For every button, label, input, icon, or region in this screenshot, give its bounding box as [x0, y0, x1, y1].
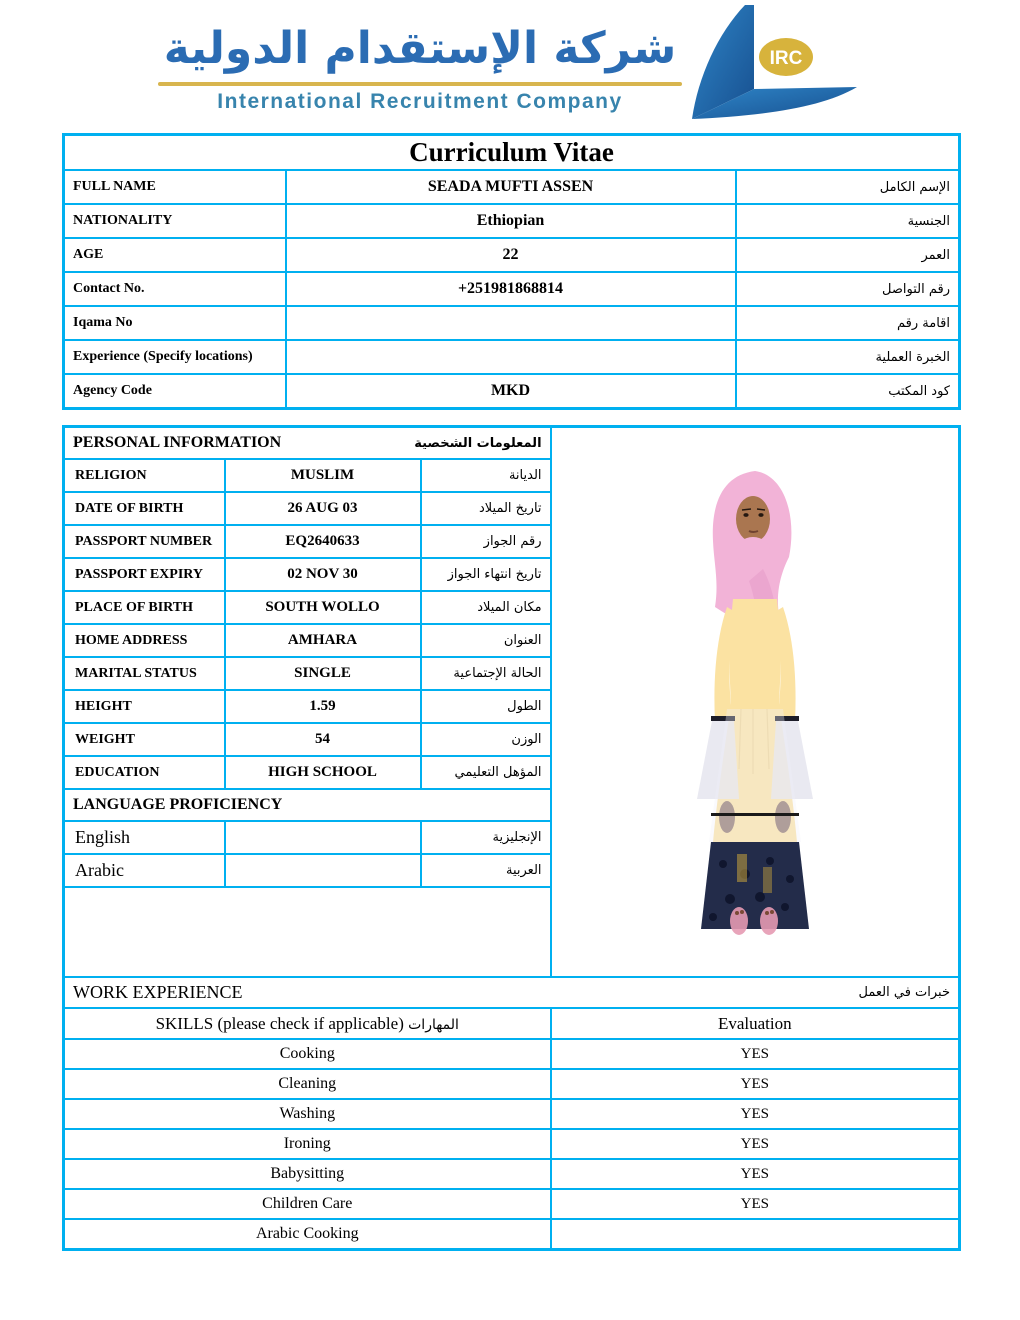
table-row: [64, 977, 960, 1008]
logo-gold-divider: [158, 82, 682, 86]
table-row: [64, 427, 960, 460]
experience-arabic: الخبرة العملية: [736, 340, 960, 374]
personal-information-header: [64, 427, 551, 460]
place-of-birth-arabic: مكان الميلاد: [421, 591, 551, 624]
marital-status-label: MARITAL STATUS: [64, 657, 225, 690]
home-address-value: AMHARA: [225, 624, 421, 657]
evaluation-column-header: Evaluation: [551, 1008, 960, 1039]
education-arabic: المؤهل التعليمي: [421, 756, 551, 789]
table-row: [64, 1099, 960, 1129]
work-experience-title: WORK EXPERIENCE: [73, 982, 243, 1002]
iqama-no-label: Iqama No: [64, 306, 286, 340]
religion-value: MUSLIM: [225, 459, 421, 492]
height-value: 1.59: [225, 690, 421, 723]
language-proficiency-header: LANGUAGE PROFICIENCY: [64, 789, 551, 821]
empty-spacer-cell: [64, 887, 551, 977]
language-english-label: English: [64, 821, 225, 854]
table-row: [64, 272, 960, 306]
skill-babysitting: Babysitting: [64, 1159, 551, 1189]
contact-no-arabic: رقم التواصل: [736, 272, 960, 306]
contact-no-label: Contact No.: [64, 272, 286, 306]
language-arabic-label: Arabic: [64, 854, 225, 887]
religion-arabic: الديانة: [421, 459, 551, 492]
skill-children-care: Children Care: [64, 1189, 551, 1219]
company-logo-block: [150, 18, 690, 114]
passport-expiry-label: PASSPORT EXPIRY: [64, 558, 225, 591]
table-row: [64, 1219, 960, 1250]
passport-expiry-arabic: تاريخ انتهاء الجواز: [421, 558, 551, 591]
agency-code-label: Agency Code: [64, 374, 286, 409]
age-arabic: العمر: [736, 238, 960, 272]
company-name-arabic: شركة الإستقدام الدولية: [163, 23, 677, 74]
work-experience-header: [64, 977, 960, 1008]
full-name-arabic: الإسم الكامل: [736, 170, 960, 204]
personal-information-title-arabic: المعلومات الشخصية: [414, 435, 542, 451]
skill-cleaning: Cleaning: [64, 1069, 551, 1099]
personal-info-table: [62, 425, 961, 1251]
agency-code-arabic: كود المكتب: [736, 374, 960, 409]
date-of-birth-value: 26 AUG 03: [225, 492, 421, 525]
place-of-birth-value: SOUTH WOLLO: [225, 591, 421, 624]
table-row: [64, 374, 960, 409]
experience-value: [286, 340, 736, 374]
skill-cooking: Cooking: [64, 1039, 551, 1069]
table-row: [64, 1159, 960, 1189]
nationality-arabic: الجنسية: [736, 204, 960, 238]
table-row: [64, 1189, 960, 1219]
skills-header-arabic: المهارات: [408, 1016, 459, 1033]
personal-information-title: PERSONAL INFORMATION: [73, 434, 282, 451]
full-name-label: FULL NAME: [64, 170, 286, 204]
age-value: 22: [286, 238, 736, 272]
height-label: HEIGHT: [64, 690, 225, 723]
iqama-no-arabic: اقامة رقم: [736, 306, 960, 340]
table-row: [64, 306, 960, 340]
home-address-arabic: العنوان: [421, 624, 551, 657]
language-arabic-value: [225, 854, 421, 887]
applicant-photo-figure: [675, 469, 835, 949]
religion-label: RELIGION: [64, 459, 225, 492]
marital-status-arabic: الحالة الإجتماعية: [421, 657, 551, 690]
weight-arabic: الوزن: [421, 723, 551, 756]
agency-code-value: MKD: [286, 374, 736, 409]
skill-washing-evaluation: YES: [551, 1099, 960, 1129]
skills-column-header: [64, 1008, 551, 1039]
skill-arabic-cooking: Arabic Cooking: [64, 1219, 551, 1250]
applicant-photo: [551, 427, 960, 978]
date-of-birth-label: DATE OF BIRTH: [64, 492, 225, 525]
table-row: [64, 238, 960, 272]
full-name-value: SEADA MUFTI ASSEN: [286, 170, 736, 204]
passport-number-value: EQ2640633: [225, 525, 421, 558]
table-row: [64, 340, 960, 374]
date-of-birth-arabic: تاريخ الميلاد: [421, 492, 551, 525]
table-row: [64, 1129, 960, 1159]
work-experience-title-arabic: خبرات في العمل: [858, 985, 951, 1000]
nationality-value: Ethiopian: [286, 204, 736, 238]
contact-no-value: +251981868814: [286, 272, 736, 306]
table-row: [64, 204, 960, 238]
skill-washing: Washing: [64, 1099, 551, 1129]
skill-cooking-evaluation: YES: [551, 1039, 960, 1069]
table-row: [64, 1069, 960, 1099]
cv-summary-table: [62, 133, 961, 410]
table-row: [64, 170, 960, 204]
skill-cleaning-evaluation: YES: [551, 1069, 960, 1099]
place-of-birth-label: PLACE OF BIRTH: [64, 591, 225, 624]
language-english-value: [225, 821, 421, 854]
education-value: HIGH SCHOOL: [225, 756, 421, 789]
company-name-english: International Recruitment Company: [217, 89, 623, 113]
skill-arabic-cooking-evaluation: [551, 1219, 960, 1250]
company-logo-icon: [690, 5, 858, 123]
passport-number-label: PASSPORT NUMBER: [64, 525, 225, 558]
logo-mark-text: IRC: [769, 48, 803, 69]
table-row: [64, 1008, 960, 1039]
language-arabic-arabic: العربية: [421, 854, 551, 887]
skill-ironing: Ironing: [64, 1129, 551, 1159]
marital-status-value: SINGLE: [225, 657, 421, 690]
age-label: AGE: [64, 238, 286, 272]
passport-number-arabic: رقم الجواز: [421, 525, 551, 558]
weight-value: 54: [225, 723, 421, 756]
weight-label: WEIGHT: [64, 723, 225, 756]
iqama-no-value: [286, 306, 736, 340]
height-arabic: الطول: [421, 690, 551, 723]
education-label: EDUCATION: [64, 756, 225, 789]
skill-babysitting-evaluation: YES: [551, 1159, 960, 1189]
skills-header-english: SKILLS (please check if applicable): [155, 1013, 404, 1033]
passport-expiry-value: 02 NOV 30: [225, 558, 421, 591]
skill-ironing-evaluation: YES: [551, 1129, 960, 1159]
experience-label: Experience (Specify locations): [64, 340, 286, 374]
skill-children-care-evaluation: YES: [551, 1189, 960, 1219]
table-row: [64, 1039, 960, 1069]
nationality-label: NATIONALITY: [64, 204, 286, 238]
home-address-label: HOME ADDRESS: [64, 624, 225, 657]
page-title: Curriculum Vitae: [64, 135, 960, 171]
language-english-arabic: الإنجليزية: [421, 821, 551, 854]
